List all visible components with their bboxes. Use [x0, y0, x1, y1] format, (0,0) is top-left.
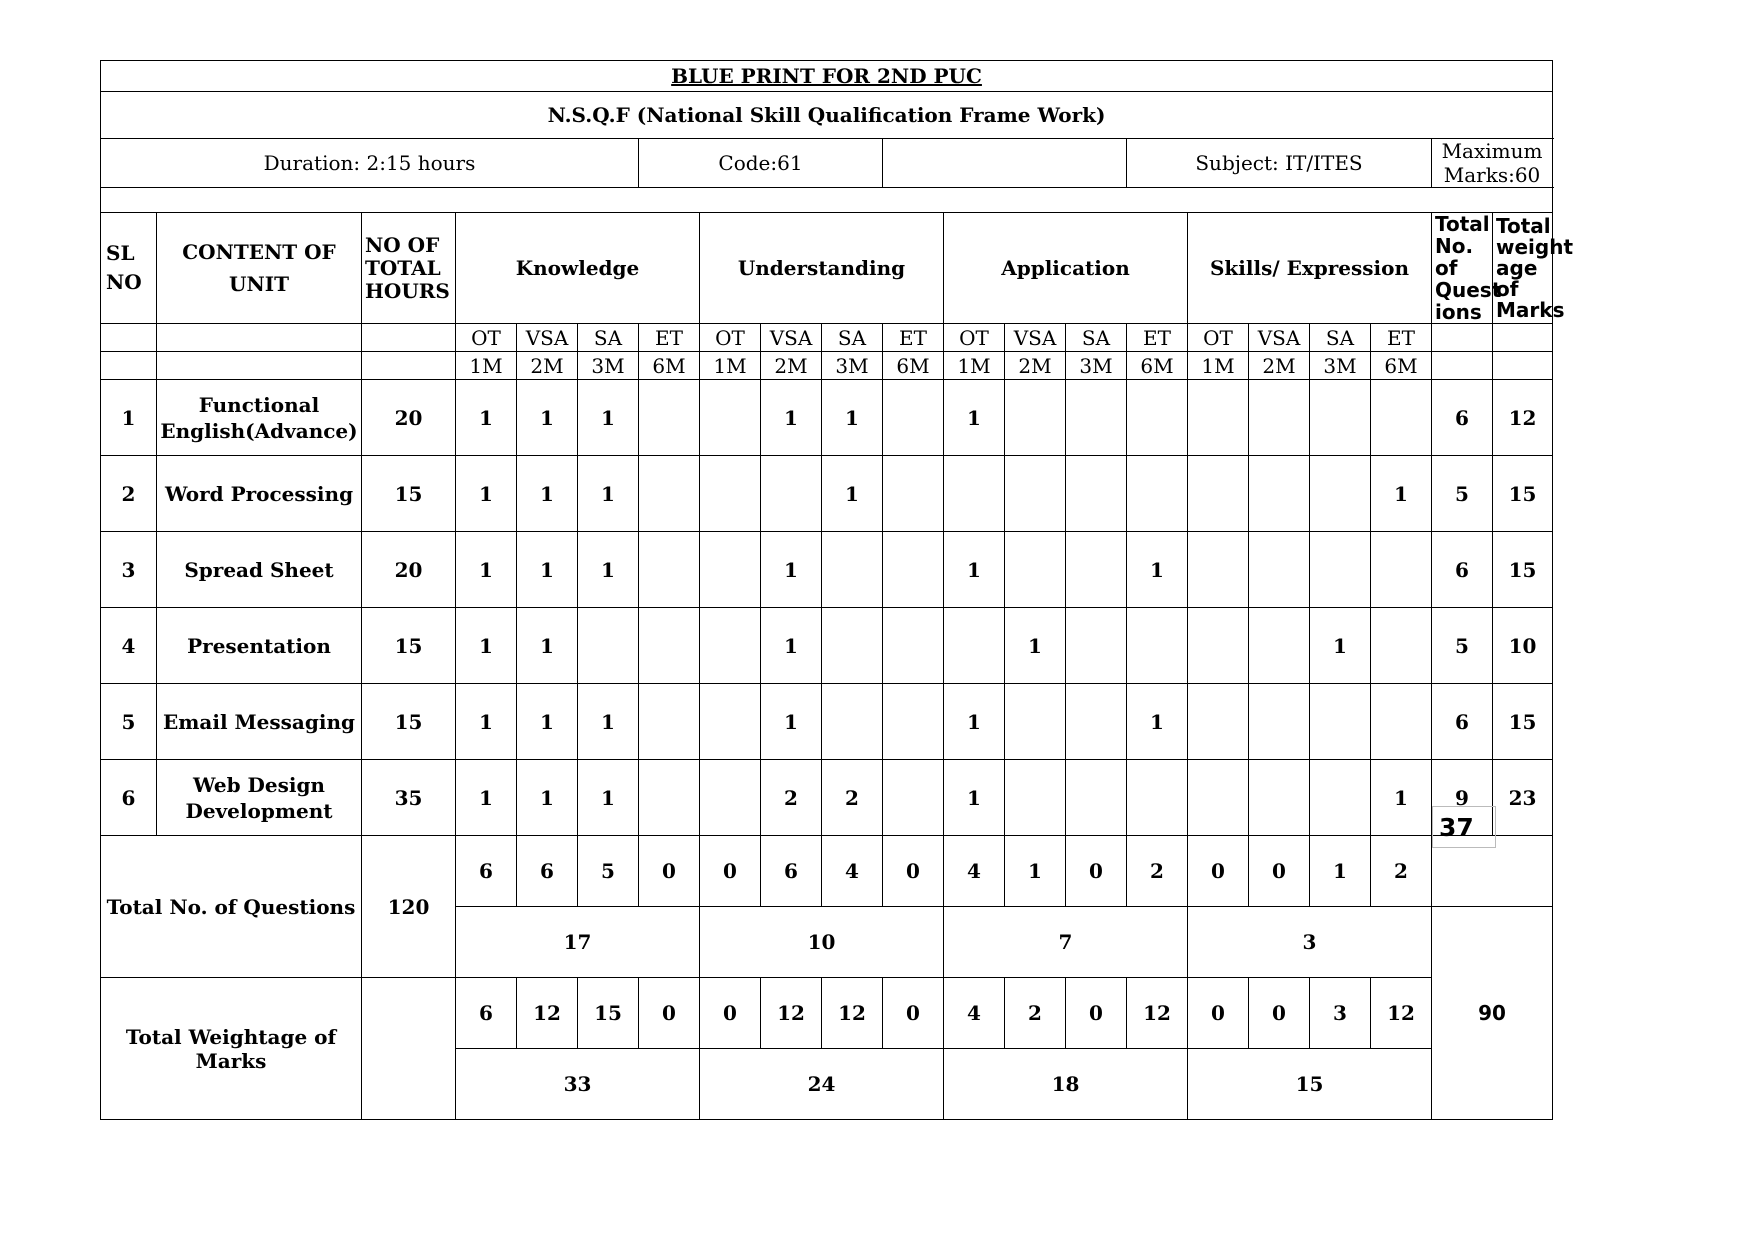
table-row: [101, 684, 1553, 760]
grand-total: 90: [1432, 907, 1553, 1120]
row-sl-no: 3: [101, 532, 157, 608]
questions-total-cell: 0: [1249, 836, 1310, 907]
sub-type: SA: [1310, 324, 1371, 352]
application-header: Application: [944, 213, 1188, 324]
row-cell: 1: [822, 456, 883, 532]
row-unit: Word Processing: [157, 456, 362, 532]
row-cell: [1005, 684, 1066, 760]
sub-type: ET: [1371, 324, 1432, 352]
questions-total-cell: 0: [639, 836, 700, 907]
row-cell: [1188, 760, 1249, 836]
row-total-questions: 9: [1432, 760, 1493, 836]
row-unit: Spread Sheet: [157, 532, 362, 608]
row-total-weightage: 10: [1493, 608, 1553, 684]
max-marks: Maximum Marks:60: [1432, 139, 1553, 188]
blank-cell: [1493, 352, 1553, 380]
questions-total-cell: 2: [1127, 836, 1188, 907]
row-cell: [1371, 684, 1432, 760]
blueprint-table: [100, 60, 1574, 1120]
row-cell: 1: [456, 456, 517, 532]
row-cell: 1: [456, 684, 517, 760]
row-cell: [1066, 532, 1127, 608]
row-sl-no: 5: [101, 684, 157, 760]
row-unit: Web Design Development: [157, 760, 362, 836]
row-cell: 1: [456, 760, 517, 836]
sub-mark: 1M: [456, 352, 517, 380]
row-total-questions: 5: [1432, 456, 1493, 532]
row-cell: [700, 684, 761, 760]
row-cell: [1310, 380, 1371, 456]
sub-mark: 2M: [761, 352, 822, 380]
row-cell: [1310, 760, 1371, 836]
weightage-total-cell: 0: [1188, 978, 1249, 1049]
sub-mark: 6M: [883, 352, 944, 380]
questions-group-total: 17: [456, 907, 700, 978]
row-cell: [883, 380, 944, 456]
row-hours: 35: [362, 760, 456, 836]
row-cell: [639, 456, 700, 532]
questions-total-cell: 1: [1005, 836, 1066, 907]
row-total-questions: 6: [1432, 684, 1493, 760]
row-cell: [700, 380, 761, 456]
row-cell: [1249, 532, 1310, 608]
weightage-total-cell: 15: [578, 978, 639, 1049]
sub-type: SA: [1066, 324, 1127, 352]
row-cell: 1: [517, 532, 578, 608]
row-total-questions: 5: [1432, 608, 1493, 684]
spacer-row: [101, 188, 1553, 213]
row-sl-no: 2: [101, 456, 157, 532]
sub-type: VSA: [1249, 324, 1310, 352]
row-cell: [1066, 456, 1127, 532]
table-row: [101, 760, 1553, 836]
questions-total-cell: 6: [456, 836, 517, 907]
row-cell: 1: [456, 608, 517, 684]
weightage-group-total: 24: [700, 1049, 944, 1120]
row-cell: [883, 532, 944, 608]
row-cell: [639, 608, 700, 684]
content-header: CONTENT OF UNIT: [157, 213, 362, 324]
weightage-total-cell: 6: [456, 978, 517, 1049]
weightage-group-total: 33: [456, 1049, 700, 1120]
blank-cell: [157, 324, 362, 352]
row-cell: [883, 760, 944, 836]
subject: Subject: IT/ITES: [1127, 139, 1432, 188]
row-cell: [1005, 456, 1066, 532]
questions-total-cell: 0: [883, 836, 944, 907]
row-sl-no: 4: [101, 608, 157, 684]
row-total-weightage: 15: [1493, 532, 1553, 608]
questions-group-total: 3: [1188, 907, 1432, 978]
weightage-total-cell: 0: [639, 978, 700, 1049]
row-cell: [1371, 380, 1432, 456]
row-cell: [1249, 760, 1310, 836]
row-sl-no: 6: [101, 760, 157, 836]
table-row: [101, 380, 1553, 456]
table-row: [101, 456, 1553, 532]
weightage-total-cell: 12: [761, 978, 822, 1049]
questions-total-cell: 0: [1188, 836, 1249, 907]
blank-cell: [362, 352, 456, 380]
row-cell: [1188, 380, 1249, 456]
row-hours: 15: [362, 608, 456, 684]
sub-mark: 2M: [1249, 352, 1310, 380]
weightage-total-cell: 12: [1127, 978, 1188, 1049]
row-cell: [700, 608, 761, 684]
row-hours: 15: [362, 456, 456, 532]
row-cell: 1: [517, 380, 578, 456]
weightage-total-cell: 0: [883, 978, 944, 1049]
row-cell: 1: [517, 760, 578, 836]
document-title: BLUE PRINT FOR 2ND PUC: [101, 61, 1553, 92]
row-cell: 1: [944, 684, 1005, 760]
row-cell: [1127, 380, 1188, 456]
row-cell: 1: [456, 380, 517, 456]
table-row: [101, 532, 1553, 608]
skills-header: Skills/ Expression: [1188, 213, 1432, 324]
blank-cell: [157, 352, 362, 380]
row-cell: [883, 608, 944, 684]
row-cell: [1127, 608, 1188, 684]
sub-mark: 1M: [700, 352, 761, 380]
questions-total-cell: 0: [1066, 836, 1127, 907]
row-cell: [700, 456, 761, 532]
blank-cell: [1432, 352, 1493, 380]
sub-type: OT: [456, 324, 517, 352]
total-weightage-label: Total Weightage of Marks: [101, 978, 362, 1120]
sub-type: VSA: [1005, 324, 1066, 352]
sub-type: OT: [1188, 324, 1249, 352]
row-cell: [1127, 456, 1188, 532]
row-cell: [883, 684, 944, 760]
document-subtitle: N.S.Q.F (National Skill Qualification Frame Work): [101, 92, 1553, 139]
row-cell: [1249, 456, 1310, 532]
row-cell: [1066, 608, 1127, 684]
row-cell: [1188, 456, 1249, 532]
row-cell: 1: [944, 532, 1005, 608]
row-cell: 1: [1005, 608, 1066, 684]
row-unit: Presentation: [157, 608, 362, 684]
weightage-hours-blank: [362, 978, 456, 1120]
row-cell: [1066, 684, 1127, 760]
row-cell: [700, 532, 761, 608]
row-cell: [639, 684, 700, 760]
total-questions-header: Total No. of Quest ions: [1432, 213, 1493, 324]
row-cell: 1: [761, 532, 822, 608]
weightage-total-cell: 12: [517, 978, 578, 1049]
row-cell: 1: [578, 380, 639, 456]
sub-type: OT: [700, 324, 761, 352]
hours-header: NO OF TOTAL HOURS: [362, 213, 456, 324]
row-cell: 1: [1127, 684, 1188, 760]
sub-mark: 6M: [1371, 352, 1432, 380]
row-cell: [822, 684, 883, 760]
row-cell: [1310, 532, 1371, 608]
row-cell: 2: [822, 760, 883, 836]
sub-type: VSA: [761, 324, 822, 352]
row-cell: 1: [578, 456, 639, 532]
row-cell: [1249, 608, 1310, 684]
blank-cell: [362, 324, 456, 352]
questions-group-total: 10: [700, 907, 944, 978]
knowledge-header: Knowledge: [456, 213, 700, 324]
row-hours: 20: [362, 380, 456, 456]
weightage-total-cell: 0: [700, 978, 761, 1049]
row-cell: [639, 760, 700, 836]
sub-mark: 1M: [1188, 352, 1249, 380]
table-row: [101, 608, 1553, 684]
row-total-weightage: 23: [1493, 760, 1553, 836]
row-cell: 1: [761, 380, 822, 456]
sub-mark: 6M: [1127, 352, 1188, 380]
sub-type: SA: [578, 324, 639, 352]
row-cell: [639, 532, 700, 608]
row-cell: [1188, 608, 1249, 684]
row-cell: [1066, 760, 1127, 836]
row-unit: Email Messaging: [157, 684, 362, 760]
weightage-total-cell: 12: [822, 978, 883, 1049]
row-cell: 1: [578, 532, 639, 608]
row-cell: 1: [517, 684, 578, 760]
sub-mark: 2M: [1005, 352, 1066, 380]
row-cell: 1: [1127, 532, 1188, 608]
sub-type: OT: [944, 324, 1005, 352]
weightage-total-cell: 3: [1310, 978, 1371, 1049]
row-cell: 1: [578, 760, 639, 836]
blank-cell: [101, 324, 157, 352]
row-cell: [1066, 380, 1127, 456]
questions-total-cell: 1: [1310, 836, 1371, 907]
row-cell: [1310, 684, 1371, 760]
row-cell: 1: [1371, 760, 1432, 836]
total-weightage-header: Total weight age of Marks: [1493, 213, 1553, 324]
row-total-questions: 6: [1432, 380, 1493, 456]
row-cell: [1249, 380, 1310, 456]
sub-mark: 3M: [1066, 352, 1127, 380]
row-cell: [822, 532, 883, 608]
row-cell: [639, 380, 700, 456]
weightage-total-cell: 4: [944, 978, 1005, 1049]
row-cell: [1127, 760, 1188, 836]
row-cell: [1310, 456, 1371, 532]
row-total-weightage: 15: [1493, 684, 1553, 760]
total-hours: 120: [362, 836, 456, 978]
sub-type: ET: [1127, 324, 1188, 352]
row-cell: [1005, 760, 1066, 836]
sub-type: ET: [639, 324, 700, 352]
weightage-group-total: 18: [944, 1049, 1188, 1120]
total-questions-label: Total No. of Questions: [101, 836, 362, 978]
row-hours: 15: [362, 684, 456, 760]
row-total-weightage: 15: [1493, 456, 1553, 532]
questions-total-cell: 5: [578, 836, 639, 907]
questions-total-cell: 6: [517, 836, 578, 907]
duration: Duration: 2:15 hours: [101, 139, 639, 188]
sub-type: VSA: [517, 324, 578, 352]
row-cell: [1188, 684, 1249, 760]
sub-mark: 6M: [639, 352, 700, 380]
questions-total-cell: 4: [822, 836, 883, 907]
row-cell: 1: [578, 684, 639, 760]
blank-cell: [101, 352, 157, 380]
weightage-group-total: 15: [1188, 1049, 1432, 1120]
row-unit: Functional English(Advance): [157, 380, 362, 456]
blank-cell: [1493, 324, 1553, 352]
sub-mark: 2M: [517, 352, 578, 380]
sub-type: SA: [822, 324, 883, 352]
row-cell: 2: [761, 760, 822, 836]
row-cell: [944, 608, 1005, 684]
row-cell: 1: [517, 608, 578, 684]
blank-cell: [1432, 324, 1493, 352]
weightage-total-cell: 0: [1066, 978, 1127, 1049]
code: Code:61: [639, 139, 883, 188]
row-cell: [944, 456, 1005, 532]
row-cell: [1005, 380, 1066, 456]
row-cell: 1: [761, 684, 822, 760]
questions-total-cell: 4: [944, 836, 1005, 907]
row-total-weightage: 12: [1493, 380, 1553, 456]
row-cell: 1: [1371, 456, 1432, 532]
row-cell: [1005, 532, 1066, 608]
sub-type: ET: [883, 324, 944, 352]
questions-total-cell: 6: [761, 836, 822, 907]
row-cell: [700, 760, 761, 836]
sub-mark: 3M: [1310, 352, 1371, 380]
row-cell: 1: [944, 760, 1005, 836]
row-cell: [1188, 532, 1249, 608]
row-cell: 1: [761, 608, 822, 684]
sl-no-header: SL NO: [101, 213, 157, 324]
weightage-total-cell: 0: [1249, 978, 1310, 1049]
row-cell: 1: [944, 380, 1005, 456]
sub-mark: 3M: [578, 352, 639, 380]
meta-blank: [883, 139, 1127, 188]
row-cell: [1371, 608, 1432, 684]
questions-group-total: 7: [944, 907, 1188, 978]
sub-mark: 3M: [822, 352, 883, 380]
weightage-total-cell: 12: [1371, 978, 1432, 1049]
row-cell: 1: [1310, 608, 1371, 684]
sub-mark: 1M: [944, 352, 1005, 380]
questions-total-cell: 2: [1371, 836, 1432, 907]
row-cell: [761, 456, 822, 532]
row-cell: 1: [517, 456, 578, 532]
row-total-questions: 6: [1432, 532, 1493, 608]
row-cell: [1371, 532, 1432, 608]
row-sl-no: 1: [101, 380, 157, 456]
row-cell: [822, 608, 883, 684]
questions-total-cell: 0: [700, 836, 761, 907]
row-hours: 20: [362, 532, 456, 608]
questions-total-box: 37: [1432, 806, 1496, 848]
row-cell: 1: [456, 532, 517, 608]
row-cell: [578, 608, 639, 684]
understanding-header: Understanding: [700, 213, 944, 324]
row-cell: [1249, 684, 1310, 760]
weightage-total-cell: 2: [1005, 978, 1066, 1049]
row-cell: 1: [822, 380, 883, 456]
row-cell: [883, 456, 944, 532]
